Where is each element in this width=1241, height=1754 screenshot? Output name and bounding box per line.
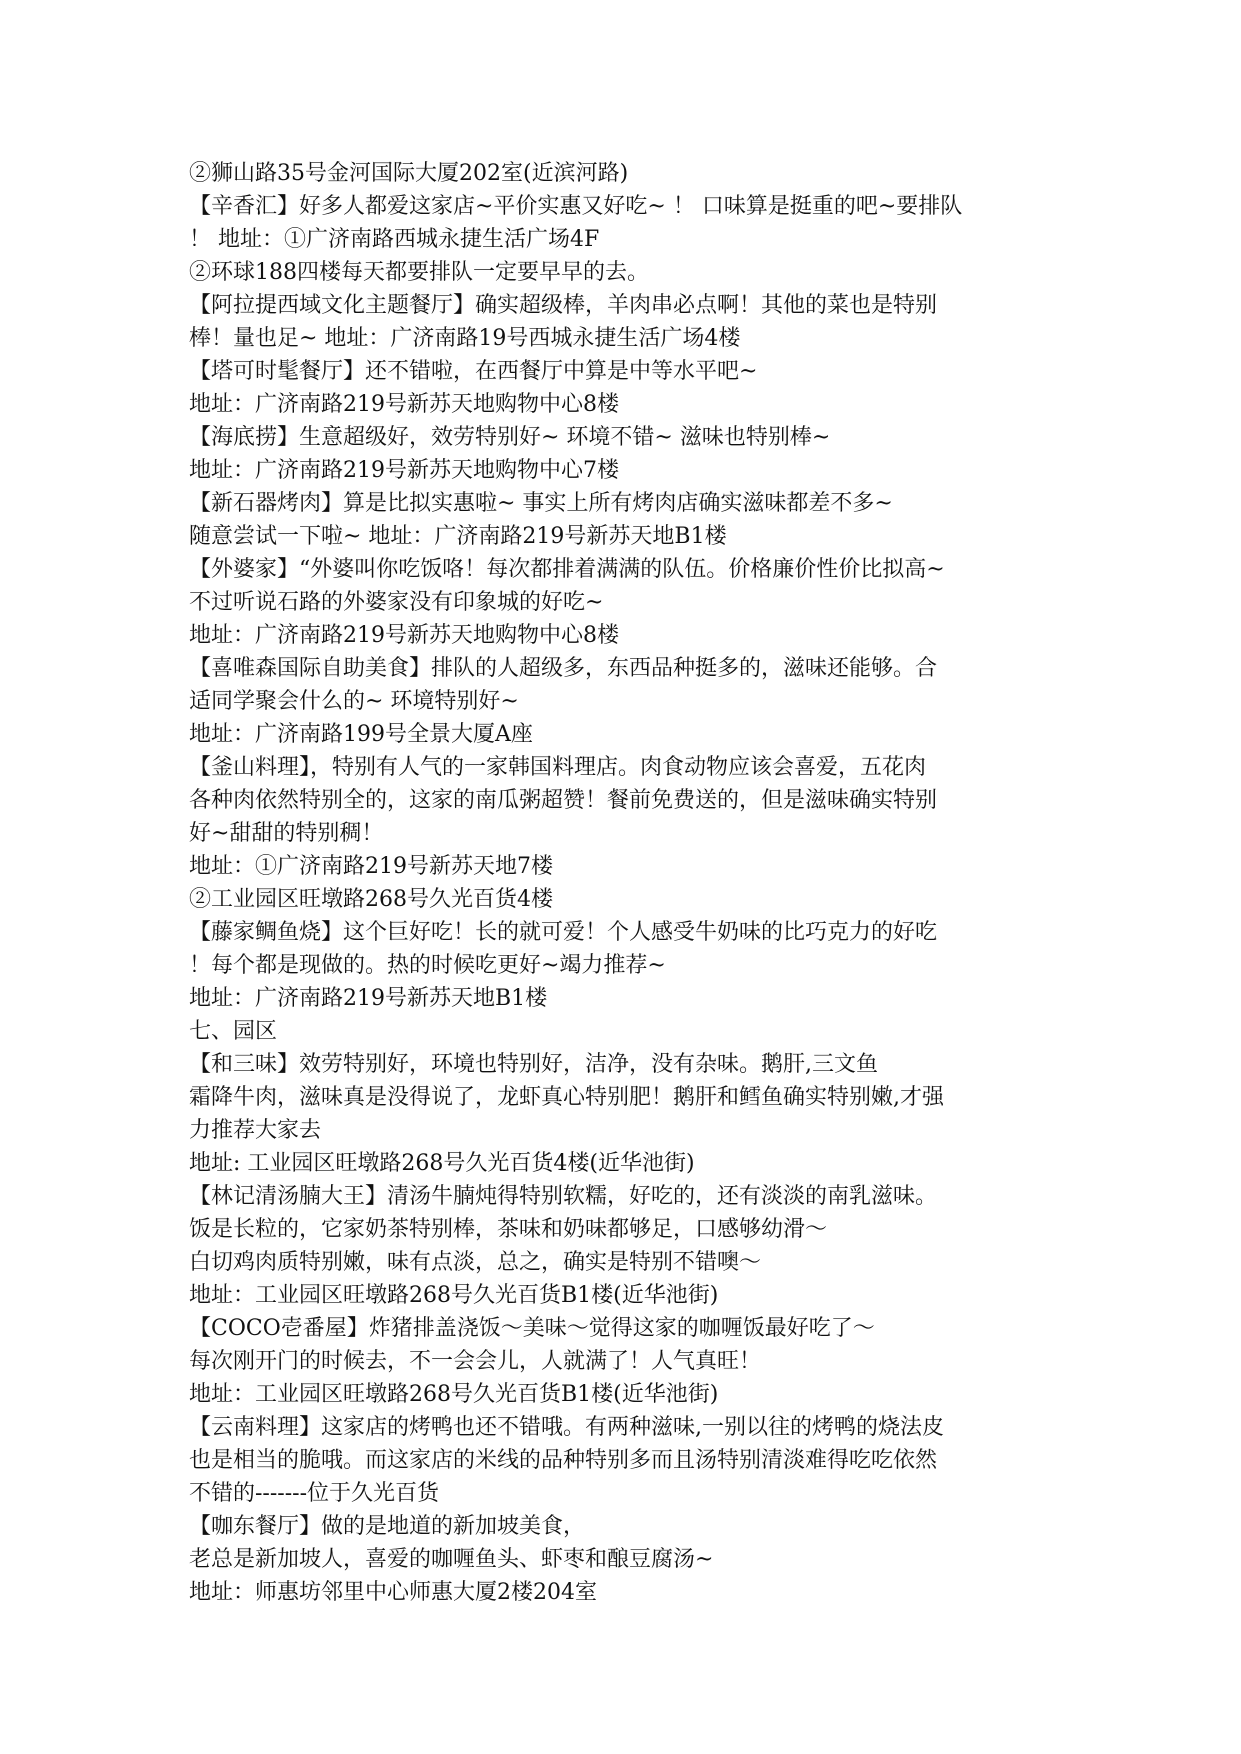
text-line: 各种肉依然特别全的，这家的南瓜粥超赞！餐前免费送的，但是滋味确实特别 — [189, 788, 938, 813]
text-line: 也是相当的脆哦。而这家店的米线的品种特别多而且汤特别清淡难得吃吃依然 — [189, 1448, 938, 1473]
text-line: 老总是新加坡人，喜爱的咖喱鱼头、虾枣和酿豆腐汤~ — [189, 1547, 714, 1572]
text-line: 力推荐大家去 — [189, 1118, 322, 1143]
text-line: 不过听说石路的外婆家没有印象城的好吃~ — [189, 590, 604, 615]
text-line: 【釜山料理】，特别有人气的一家韩国料理店。肉食动物应该会喜爱，五花肉 — [189, 755, 927, 780]
text-line: ！每个都是现做的。热的时候吃更好~竭力推荐~ — [189, 953, 666, 978]
text-line: 【云南料理】这家店的烤鸭也还不错哦。有两种滋味,一别以往的烤鸭的烧法皮 — [189, 1415, 944, 1440]
text-line: 随意尝试一下啦~ 地址：广济南路219号新苏天地B1楼 — [189, 524, 727, 549]
text-line: ②工业园区旺墩路268号久光百货4楼 — [189, 887, 553, 912]
text-line: 地址：广济南路219号新苏天地B1楼 — [189, 986, 548, 1011]
text-line: 【COCO壱番屋】炸猪排盖浇饭～美味～觉得这家的咖喱饭最好吃了～ — [189, 1316, 875, 1341]
text-line: 地址: 工业园区旺墩路268号久光百货4楼(近华池街) — [189, 1151, 695, 1176]
text-line: 【林记清汤腩大王】清汤牛腩炖得特别软糯，好吃的，还有淡淡的南乳滋味。 — [189, 1184, 938, 1209]
text-line: 【新石器烤肉】算是比拟实惠啦~ 事实上所有烤肉店确实滋味都差不多~ — [189, 491, 893, 516]
text-line: 【咖东餐厅】做的是地道的新加坡美食， — [189, 1514, 586, 1539]
text-line: 饭是长粒的，它家奶茶特别棒，茶味和奶味都够足，口感够幼滑～ — [189, 1217, 828, 1242]
text-line: 白切鸡肉质特别嫩，味有点淡，总之，确实是特别不错噢～ — [189, 1250, 762, 1275]
text-line: 不错的-------位于久光百货 — [189, 1481, 440, 1506]
text-line: 【和三味】效劳特别好，环境也特别好，洁净，没有杂味。鹅肝,三文鱼 — [189, 1052, 878, 1077]
text-line: 霜降牛肉，滋味真是没得说了，龙虾真心特别肥！鹅肝和鳕鱼确实特别嫩,才强 — [189, 1085, 944, 1110]
text-line: 地址：工业园区旺墩路268号久光百货B1楼(近华池街) — [189, 1382, 719, 1407]
text-line: ！ 地址：①广济南路西城永捷生活广场4F — [189, 227, 600, 252]
section-heading: 七、园区 — [189, 1019, 278, 1044]
text-line: 地址：广济南路199号全景大厦A座 — [189, 722, 533, 747]
text-line: 【藤家鲷鱼烧】这个巨好吃！长的就可爱！个人感受牛奶味的比巧克力的好吃 — [189, 920, 938, 945]
text-line: 地址：工业园区旺墩路268号久光百货B1楼(近华池街) — [189, 1283, 719, 1308]
text-line: 地址：广济南路219号新苏天地购物中心8楼 — [189, 392, 619, 417]
text-line: 【辛香汇】好多人都爱这家店~平价实惠又好吃~ ！ 口味算是挺重的吧~要排队 — [189, 194, 963, 219]
text-line: 地址：①广济南路219号新苏天地7楼 — [189, 854, 553, 879]
text-line: 【塔可时髦餐厅】还不错啦，在西餐厅中算是中等水平吧~ — [189, 359, 758, 384]
text-line: 棒！量也足~ 地址：广济南路19号西城永捷生活广场4楼 — [189, 326, 741, 351]
text-line: 好~甜甜的特别稠！ — [189, 821, 384, 846]
text-line: ②狮山路35号金河国际大厦202室(近滨河路) — [189, 161, 629, 186]
text-line: 【喜唯森国际自助美食】排队的人超级多，东西品种挺多的，滋味还能够。合 — [189, 656, 938, 681]
text-line: 地址：师惠坊邻里中心师惠大厦2楼204室 — [189, 1580, 597, 1605]
document-body — [189, 157, 1059, 1609]
text-line: 地址：广济南路219号新苏天地购物中心7楼 — [189, 458, 619, 483]
text-line: 【阿拉提西域文化主题餐厅】确实超级棒，羊肉串必点啊！其他的菜也是特别 — [189, 293, 938, 318]
text-line: 每次刚开门的时候去，不一会会儿，人就满了！人气真旺！ — [189, 1349, 762, 1374]
text-line: ②环球188四楼每天都要排队一定要早早的去。 — [189, 260, 649, 285]
text-line: 地址：广济南路219号新苏天地购物中心8楼 — [189, 623, 619, 648]
text-line: 【外婆家】“外婆叫你吃饭咯！每次都排着满满的队伍。价格廉价性价比拟高~ — [189, 557, 945, 582]
text-line: 适同学聚会什么的~ 环境特别好~ — [189, 689, 519, 714]
text-line: 【海底捞】生意超级好，效劳特别好~ 环境不错~ 滋味也特别棒~ — [189, 425, 831, 450]
